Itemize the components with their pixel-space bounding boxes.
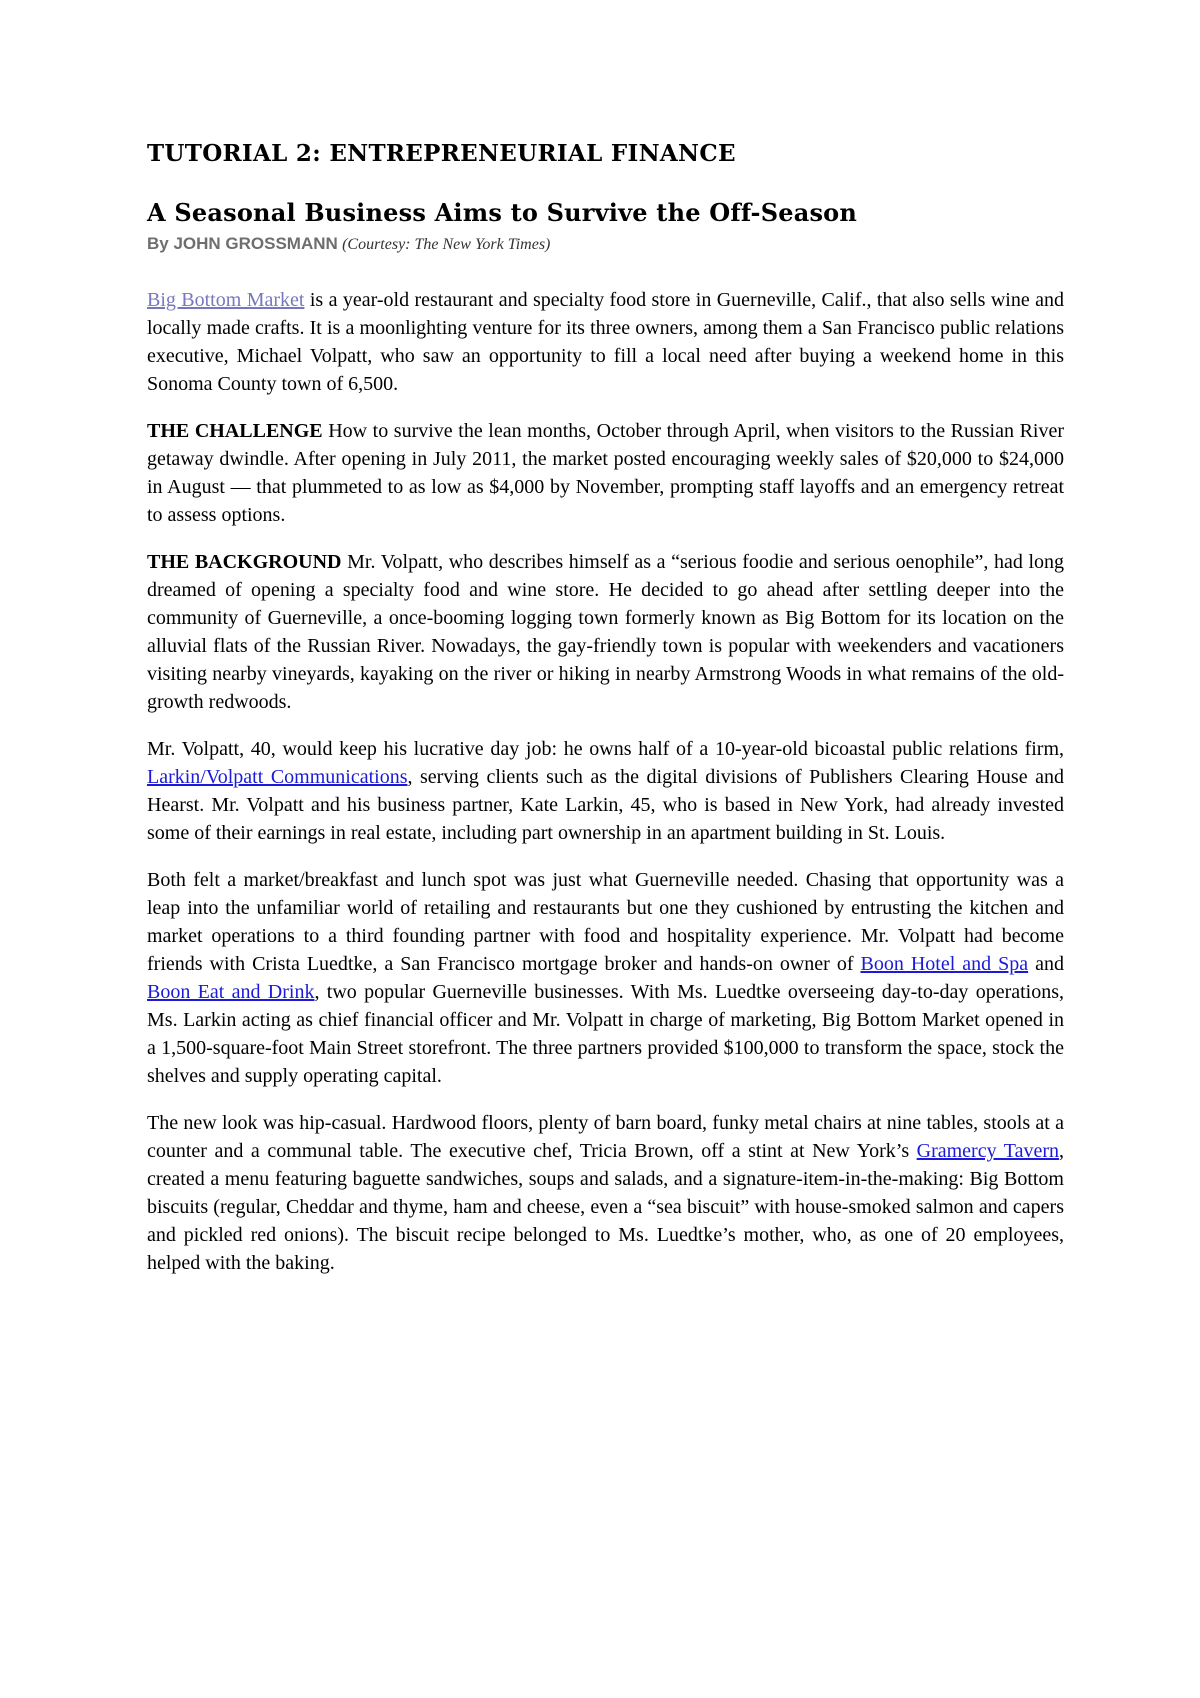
byline-courtesy: (Courtesy: The New York Times): [342, 235, 551, 253]
paragraph-partners: [147, 866, 1064, 1090]
article-headline: A Seasonal Business Aims to Survive the Off-Season: [147, 197, 858, 227]
paragraph-background: [147, 548, 1064, 716]
challenge-text: How to survive the lean months, October through April, when visitors to the Russian River getaway dwindle. After opening in July 2011, the market posted encouraging weekly sales of $20,000 to $24,000 in August — that plummeted to as low as $4,000 by November, prompting staff layoffs and an emergency retreat to assess options.: [147, 419, 1064, 526]
link-larkin-volpatt[interactable]: Larkin/Volpatt Communications: [147, 765, 408, 788]
partners-text-mid: and: [1028, 952, 1064, 975]
link-boon-eat-drink[interactable]: Boon Eat and Drink: [147, 980, 315, 1003]
paragraph-challenge: [147, 417, 1064, 529]
background-text: Mr. Volpatt, who describes himself as a “serious foodie and serious oenophile”, had long dreamed of opening a specialty food and wine store. He decided to go ahead after settling deeper into the community of Guerneville, a once-booming logging town formerly known as Big Bottom for its location on the alluvial flats of the Russian River. Nowadays, the gay-friendly town is popular with weekenders and vacationers visiting nearby vineyards, kayaking on the river or hiking in nearby Armstrong Woods in what remains of the old-growth redwoods.: [147, 550, 1065, 713]
new-look-text-after: , created a menu featuring baguette sandwiches, soups and salads, and a signature-item-in-the-making: Big Bottom biscuits (regular, Cheddar and thyme, ham and cheese, even a “sea biscuit” with house-smoked salmon and capers and pickled red onions). The biscuit recipe belonged to Ms. Luedtke’s mother, who, as one of 20 employees, helped with the baking.: [147, 1139, 1064, 1274]
new-look-text-before: The new look was hip-casual. Hardwood floors, plenty of barn board, funky metal chairs at nine tables, stools at a counter and a communal table. The executive chef, Tricia Brown, off a stint at New York’s: [147, 1111, 1064, 1162]
link-boon-hotel[interactable]: Boon Hotel and Spa: [860, 952, 1029, 975]
paragraph-new-look: [147, 1109, 1064, 1277]
partners-text-after: , two popular Guerneville businesses. With Ms. Luedtke overseeing day-to-day operations, Ms. Larkin acting as chief financial officer and Mr. Volpatt in charge of marketing, Big Bottom Market opened in a 1,500-square-foot Main Street storefront. The three partners provided $100,000 to transform the space, stock the shelves and supply operating capital.: [147, 980, 1065, 1087]
challenge-heading: THE CHALLENGE: [147, 419, 323, 442]
link-big-bottom-market[interactable]: Big Bottom Market: [147, 288, 305, 311]
volpatt-text-before: Mr. Volpatt, 40, would keep his lucrative day job: he owns half of a 10-year-old bicoastal public relations firm,: [147, 737, 1064, 760]
volpatt-text-after: , serving clients such as the digital divisions of Publishers Clearing House and Hearst. Mr. Volpatt and his business partner, Kate Larkin, 45, who is based in New York, had already invested some of their earnings in real estate, including part ownership in an apartment building in St. Louis.: [147, 765, 1064, 844]
link-gramercy-tavern[interactable]: Gramercy Tavern: [916, 1139, 1059, 1162]
paragraph-intro-text: is a year-old restaurant and specialty food store in Guerneville, Calif., that also sells wine and locally made crafts. It is a moonlighting venture for its three owners, among them a San Francisco public relations executive, Michael Volpatt, who saw an opportunity to fill a local need after buying a weekend home in this Sonoma County town of 6,500.: [147, 288, 1064, 395]
byline-author: By JOHN GROSSMANN: [147, 233, 338, 253]
paragraph-intro: [147, 286, 1064, 398]
byline: [147, 234, 1064, 254]
paragraph-volpatt: [147, 735, 1064, 847]
document-page: [147, 140, 1064, 1296]
partners-text-before: Both felt a market/breakfast and lunch spot was just what Guerneville needed. Chasing that opportunity was a leap into the unfamiliar world of retailing and restaurants but one they cushioned by entrusting the kitchen and market operations to a third founding partner with food and hospitality experience. Mr. Volpatt had become friends with Crista Luedtke, a San Francisco mortgage broker and hands-on owner of: [147, 868, 1064, 975]
background-heading: THE BACKGROUND: [147, 550, 342, 573]
document-title: TUTORIAL 2: ENTREPRENEURIAL FINANCE: [147, 140, 736, 167]
